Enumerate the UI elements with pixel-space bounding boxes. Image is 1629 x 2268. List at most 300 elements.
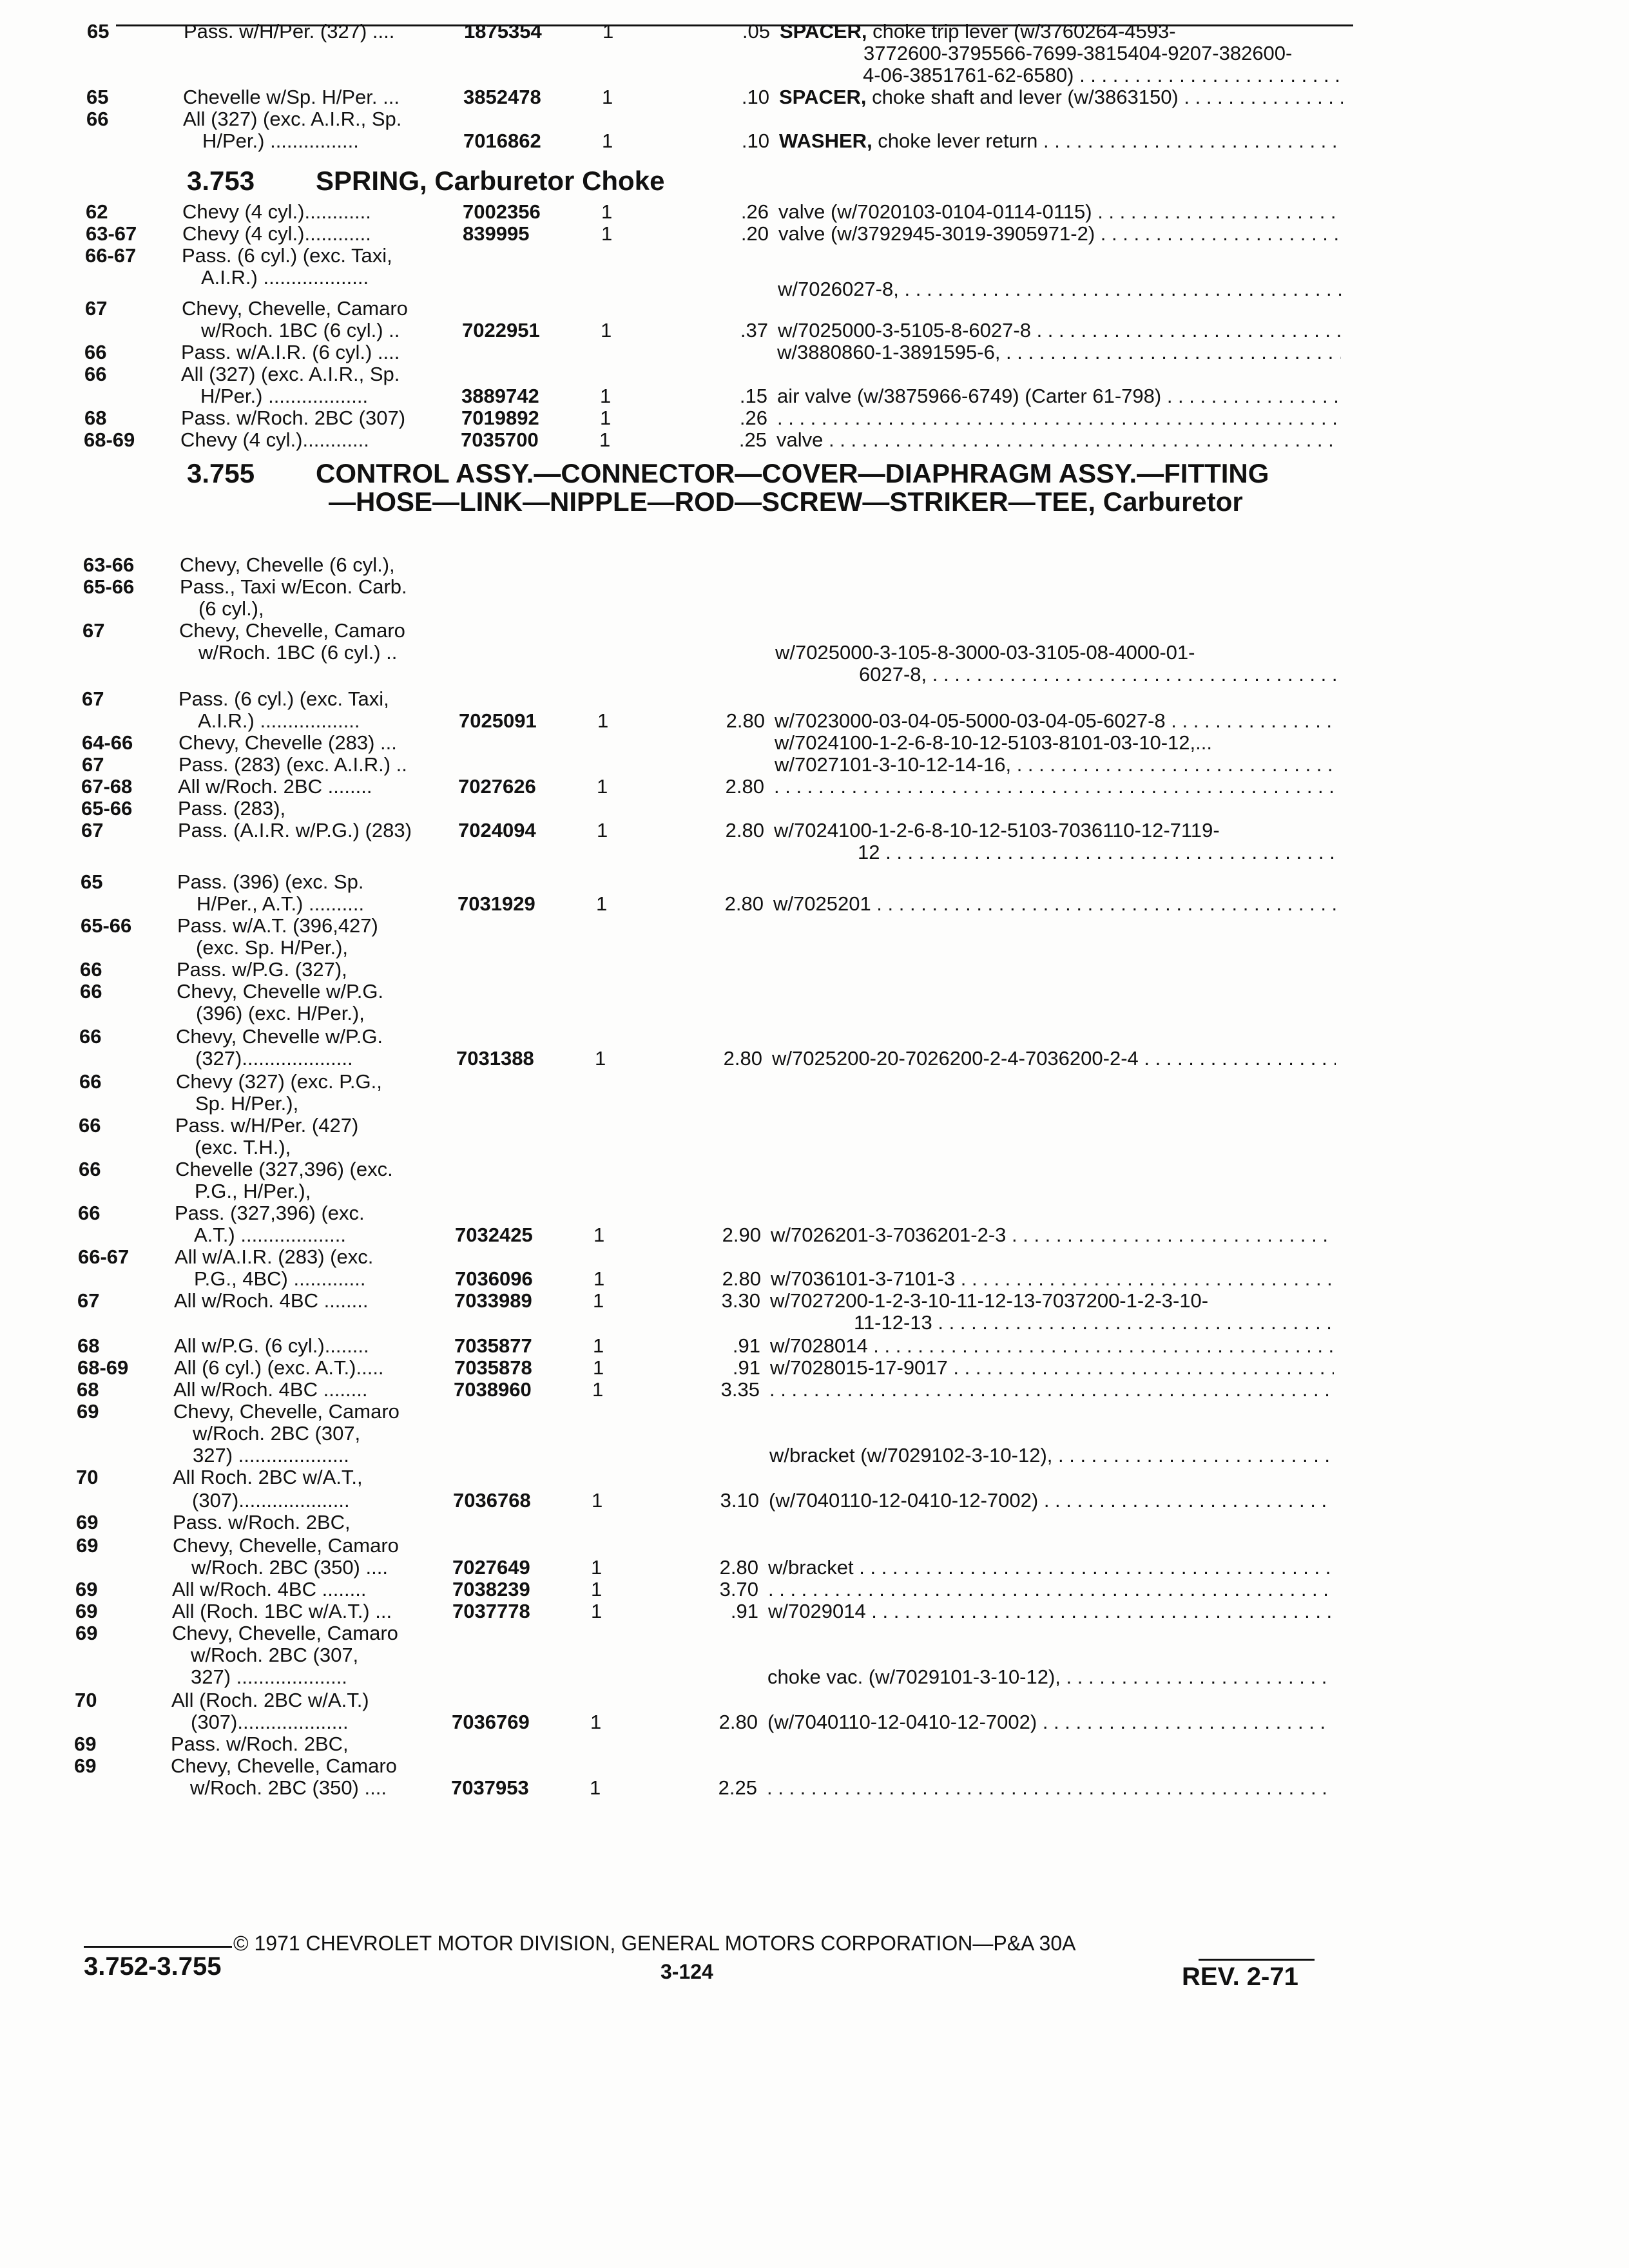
part-number: 7038960	[454, 1378, 532, 1401]
price: .26	[739, 407, 767, 429]
application: Chevy (4 cyl.)............	[182, 222, 371, 245]
model-year: 67	[82, 687, 104, 710]
table-row	[0, 129, 1629, 153]
part-number: 7036096	[455, 1267, 533, 1290]
application: All w/Roch. 4BC ........	[172, 1578, 367, 1600]
application: All w/A.I.R. (283) (exc.	[175, 1245, 374, 1268]
table-row	[0, 1488, 1629, 1513]
application: Chevy, Chevelle w/P.G.	[177, 980, 384, 1003]
application-cont: A.I.R.) ...................	[201, 266, 369, 289]
quantity: 1	[593, 1224, 605, 1246]
description	[769, 1488, 1333, 1513]
model-year: 64-66	[82, 731, 133, 754]
model-year: 69	[75, 1578, 98, 1600]
application-cont: A.T.) ...................	[194, 1224, 346, 1246]
description	[778, 222, 1342, 246]
application: Chevy, Chevelle w/P.G.	[176, 1025, 383, 1048]
part-number: 7025091	[459, 709, 537, 732]
table-row	[0, 1443, 1629, 1468]
description	[779, 85, 1343, 110]
price: 2.80	[725, 775, 764, 798]
table-row	[0, 1024, 1629, 1049]
quantity: 1	[591, 1556, 602, 1579]
model-year: 67	[85, 297, 108, 320]
table-row	[0, 796, 1629, 821]
model-year: 62	[86, 200, 108, 223]
table-row	[0, 1267, 1629, 1291]
application: Chevy, Chevelle, Camaro	[173, 1534, 399, 1557]
footer-revision: REV. 2-71	[1182, 1963, 1298, 1991]
description	[863, 63, 1343, 88]
application: All w/Roch. 4BC ........	[174, 1289, 369, 1312]
price: 2.25	[718, 1776, 757, 1799]
description-text: w/7036101-3-7101-3	[771, 1267, 956, 1290]
description	[770, 1289, 1334, 1313]
table-row	[0, 687, 1629, 711]
description-text: choke shaft and lever (w/3863150)	[866, 86, 1179, 108]
quantity: 1	[593, 1267, 605, 1290]
description-text: w/7026027-8,	[778, 278, 899, 300]
table-row	[0, 19, 1629, 44]
application-cont: (6 cyl.),	[198, 597, 264, 620]
table-row	[0, 41, 1629, 66]
application-cont: (307)....................	[191, 1711, 349, 1733]
model-year: 65	[81, 870, 103, 893]
footer-page-number: 3-124	[660, 1960, 713, 1983]
application: Pass. w/Roch. 2BC,	[171, 1733, 349, 1755]
model-year: 67	[81, 819, 104, 841]
table-row	[0, 1334, 1629, 1358]
part-number: 7002356	[463, 200, 541, 223]
part-number: 3889742	[461, 385, 539, 407]
table-row	[0, 1399, 1629, 1424]
model-year: 69	[74, 1733, 97, 1755]
table-row	[0, 1510, 1629, 1535]
application: Pass. w/Roch. 2BC,	[173, 1511, 351, 1533]
description	[767, 1710, 1331, 1735]
description	[863, 41, 1344, 66]
model-year: 65-66	[81, 914, 132, 937]
description-text: choke lever return	[872, 130, 1038, 152]
price: 2.80	[723, 1047, 762, 1070]
application: Chevy, Chevelle, Camaro	[173, 1400, 400, 1423]
model-year: 65-66	[81, 797, 133, 820]
table-row	[0, 85, 1629, 110]
table-row	[0, 1776, 1629, 1800]
model-year: 65-66	[83, 575, 135, 598]
price: .20	[740, 222, 769, 245]
application: Pass. w/H/Per. (427)	[175, 1114, 359, 1137]
price: .25	[738, 428, 767, 451]
table-row	[0, 1643, 1629, 1667]
application: Chevy (4 cyl.)............	[182, 200, 371, 223]
description	[779, 129, 1343, 153]
description-text: w/7025200-20-7026200-2-4-7036200-2-4	[772, 1047, 1139, 1070]
description-text: w/bracket	[768, 1556, 854, 1579]
table-row	[0, 1599, 1629, 1624]
application: Pass. w/H/Per. (327) ....	[184, 20, 395, 43]
description	[775, 753, 1338, 777]
application-cont: (327)....................	[195, 1047, 353, 1070]
description-text: w/7025000-3-105-8-3000-03-3105-08-4000-01-	[775, 641, 1195, 664]
application: Pass. (396) (exc. Sp.	[177, 870, 364, 893]
description	[770, 1334, 1334, 1358]
part-number: 7038239	[452, 1578, 530, 1600]
quantity: 1	[602, 20, 614, 43]
application: All (6 cyl.) (exc. A.T.).....	[174, 1356, 384, 1379]
application-cont: 327) ....................	[193, 1444, 349, 1466]
quantity: 1	[590, 1776, 601, 1799]
application-cont: 327) ....................	[191, 1666, 347, 1688]
model-year: 66-67	[85, 244, 137, 267]
part-number: 7035700	[461, 428, 539, 451]
price: .91	[730, 1600, 758, 1622]
application: Pass. (6 cyl.) (exc. Taxi,	[182, 244, 392, 267]
description	[768, 1555, 1332, 1580]
application: Chevelle w/Sp. H/Per. ...	[183, 86, 400, 108]
description	[771, 1267, 1335, 1291]
part-number: 7036768	[453, 1489, 531, 1512]
table-row	[0, 1421, 1629, 1446]
description	[774, 774, 1338, 799]
table-row	[0, 553, 1629, 577]
application-cont: A.I.R.) ..................	[198, 709, 360, 732]
description	[767, 1665, 1331, 1689]
part-number: 7035877	[454, 1334, 532, 1357]
application: All Roch. 2BC w/A.T.,	[173, 1466, 363, 1488]
description	[770, 1356, 1334, 1380]
table-row	[0, 200, 1629, 224]
model-year: 68-69	[84, 428, 135, 451]
table-row	[0, 1665, 1629, 1689]
table-row	[0, 362, 1629, 387]
application: Pass., Taxi w/Econ. Carb.	[180, 575, 407, 598]
quantity: 1	[602, 130, 613, 152]
part-number: 1875354	[464, 20, 542, 43]
model-year: 70	[76, 1466, 99, 1488]
quantity: 1	[591, 1600, 602, 1622]
table-row	[0, 1710, 1629, 1735]
part-number: 7022951	[462, 319, 540, 341]
part-number: 839995	[463, 222, 530, 245]
description	[771, 1223, 1335, 1247]
application: Pass. (327,396) (exc.	[175, 1202, 365, 1224]
model-year: 66	[78, 1202, 101, 1224]
table-row	[0, 406, 1629, 430]
table-row	[0, 296, 1629, 321]
price: 2.80	[722, 1267, 761, 1290]
table-row	[0, 640, 1629, 665]
application: All (327) (exc. A.I.R., Sp.	[181, 363, 400, 385]
model-year: 66	[84, 341, 107, 363]
description	[778, 200, 1342, 224]
model-year: 69	[75, 1600, 98, 1622]
model-year: 67	[77, 1289, 100, 1312]
application-cont: H/Per.) ..................	[200, 385, 369, 407]
part-number: 7019892	[461, 407, 539, 429]
description-text: choke vac. (w/7029101-3-10-12),	[767, 1666, 1061, 1688]
price: .91	[732, 1356, 760, 1379]
part-number: 7032425	[455, 1224, 533, 1246]
description	[773, 892, 1337, 916]
application-cont: H/Per.) ................	[202, 130, 359, 152]
application: Pass. (A.I.R. w/P.G.) (283)	[178, 819, 412, 841]
table-row	[0, 774, 1629, 799]
table-row	[0, 222, 1629, 246]
price: 2.80	[719, 1556, 758, 1579]
table-row	[0, 1577, 1629, 1602]
section-number: 3.755	[187, 458, 255, 488]
application-cont: (exc. T.H.),	[195, 1136, 291, 1158]
table-row	[0, 107, 1629, 131]
table-row	[0, 1070, 1629, 1094]
application-cont: P.G., H/Per.),	[195, 1180, 311, 1202]
footer-rule-left	[84, 1946, 232, 1948]
section-number: 3.753	[187, 166, 255, 196]
application: Pass. w/Roch. 2BC (307)	[181, 407, 406, 429]
description	[776, 428, 1340, 452]
part-number: 7027649	[452, 1556, 530, 1579]
footer-rule-right	[1199, 1959, 1315, 1961]
description-text: w/7025201	[773, 892, 871, 915]
table-row	[0, 753, 1629, 777]
part-number: 7033989	[454, 1289, 532, 1312]
table-row	[0, 384, 1629, 408]
price: 3.35	[720, 1378, 760, 1401]
table-row	[0, 662, 1629, 687]
table-row	[0, 244, 1629, 268]
application-cont: H/Per., A.T.) ..........	[197, 892, 365, 915]
table-row	[0, 818, 1629, 843]
model-year: 67	[82, 753, 104, 776]
description	[768, 1599, 1332, 1624]
description-text: w/7023000-03-04-05-5000-03-04-05-6027-8	[775, 709, 1166, 732]
part-number: 7035878	[454, 1356, 532, 1379]
price: 2.80	[726, 709, 765, 732]
application: Chevy, Chevelle, Camaro	[171, 1754, 397, 1777]
quantity: 1	[590, 1711, 602, 1733]
description-text: valve (w/3792945-3019-3905971-2)	[778, 222, 1095, 245]
quantity: 1	[600, 407, 612, 429]
table-row	[0, 892, 1629, 916]
application-cont: w/Roch. 2BC (307,	[193, 1422, 361, 1445]
description-text: choke trip lever (w/3760264-4593-	[867, 20, 1176, 43]
application-cont: w/Roch. 2BC (350) ....	[190, 1776, 387, 1799]
table-row	[0, 1754, 1629, 1778]
description-text: w/7027200-1-2-3-10-11-12-13-7037200-1-2-3-10-	[770, 1289, 1209, 1312]
price: 2.80	[718, 1711, 758, 1733]
table-row	[0, 709, 1629, 733]
description	[777, 406, 1341, 430]
price: .15	[739, 385, 767, 407]
table-row	[0, 1378, 1629, 1402]
table-row	[0, 63, 1629, 88]
application-cont: (396) (exc. H/Per.),	[196, 1002, 365, 1024]
description-text: valve	[776, 428, 824, 451]
application: Pass. w/P.G. (327),	[177, 958, 347, 981]
application: Pass. w/A.T. (396,427)	[177, 914, 378, 937]
part-number: 7024094	[458, 819, 536, 841]
model-year: 66	[80, 980, 102, 1003]
table-row	[0, 318, 1629, 343]
application-cont: w/Roch. 1BC (6 cyl.) ..	[198, 641, 398, 664]
description-text: w/7028014	[770, 1334, 868, 1357]
table-row	[0, 597, 1629, 621]
application: All w/P.G. (6 cyl.)........	[174, 1334, 369, 1357]
description-text: w/7028015-17-9017	[770, 1356, 948, 1379]
description-text: w/3880860-1-3891595-6,	[777, 341, 1001, 363]
description	[768, 1577, 1332, 1602]
table-row	[0, 979, 1629, 1004]
table-row	[0, 1621, 1629, 1646]
footer-section-range: 3.752-3.755	[84, 1952, 222, 1981]
part-number: 3852478	[463, 86, 541, 108]
model-year: 66	[79, 1070, 102, 1093]
quantity: 1	[592, 1378, 604, 1401]
price: 2.80	[724, 892, 764, 915]
application: Pass. (283) (exc. A.I.R.) ..	[178, 753, 407, 776]
table-row	[0, 1732, 1629, 1756]
application-cont: w/Roch. 2BC (350) ....	[191, 1556, 388, 1579]
description-text: air valve (w/3875966-6749) (Carter 61-798)	[777, 385, 1162, 407]
part-number: 7031929	[458, 892, 535, 915]
quantity: 1	[599, 428, 611, 451]
quantity: 1	[602, 86, 613, 108]
model-year: 68	[77, 1334, 100, 1357]
application: Chevy (327) (exc. P.G.,	[176, 1070, 382, 1093]
table-row	[0, 575, 1629, 599]
model-year: 63-66	[83, 553, 135, 576]
application: Pass. (6 cyl.) (exc. Taxi,	[178, 687, 389, 710]
quantity: 1	[601, 200, 613, 223]
table-row	[0, 1465, 1629, 1490]
application: Chevy, Chevelle (283) ...	[178, 731, 397, 754]
model-year: 69	[77, 1400, 99, 1423]
application: All (Roch. 2BC w/A.T.)	[171, 1689, 369, 1711]
description	[854, 1311, 1334, 1335]
quantity: 1	[600, 385, 612, 407]
application-cont: (307)....................	[192, 1489, 350, 1512]
part-number: 7031388	[456, 1047, 534, 1070]
table-row	[0, 1179, 1629, 1204]
description	[859, 662, 1339, 687]
table-row	[0, 1688, 1629, 1713]
part-name: WASHER,	[779, 130, 872, 152]
quantity: 1	[593, 1289, 604, 1312]
table-row	[0, 1356, 1629, 1380]
price: 2.90	[722, 1224, 761, 1246]
price: 3.10	[720, 1489, 759, 1512]
description-text: w/7024100-1-2-6-8-10-12-5103-7036110-12-7119-	[774, 819, 1220, 841]
application: All w/Roch. 2BC ........	[178, 775, 372, 798]
part-number: 7016862	[463, 130, 541, 152]
footer-copyright: © 1971 CHEVROLET MOTOR DIVISION, GENERAL MOTORS CORPORATION—P&A 30A	[233, 1932, 1076, 1955]
description-text: w/7025000-3-5105-8-6027-8	[778, 319, 1031, 341]
description-text: w/bracket (w/7029102-3-10-12),	[769, 1444, 1053, 1466]
price: .91	[732, 1334, 760, 1357]
quantity: 1	[593, 1356, 604, 1379]
table-row	[0, 1157, 1629, 1182]
price: .26	[740, 200, 769, 223]
model-year: 69	[76, 1534, 99, 1557]
model-year: 66	[84, 363, 107, 385]
description-text: valve (w/7020103-0104-0114-0115)	[778, 200, 1092, 223]
application-cont: P.G., 4BC) .............	[194, 1267, 366, 1290]
model-year: 63-67	[86, 222, 137, 245]
price: .10	[741, 130, 769, 152]
application: All w/Roch. 4BC ........	[173, 1378, 368, 1401]
application: Chevy, Chevelle, Camaro	[172, 1622, 398, 1644]
part-number: 7037953	[451, 1776, 529, 1799]
description-text: (w/7040110-12-0410-12-7002)	[769, 1489, 1039, 1512]
section-title: CONTROL ASSY.—CONNECTOR—COVER—DIAPHRAGM ASSY.—FITTING	[316, 458, 1269, 488]
model-year: 66	[79, 1158, 101, 1180]
description-text: (w/7040110-12-0410-12-7002)	[767, 1711, 1037, 1733]
quantity: 1	[595, 1047, 606, 1070]
quantity: 1	[597, 775, 608, 798]
quantity: 1	[597, 709, 609, 732]
application-cont: Sp. H/Per.),	[195, 1092, 299, 1115]
model-year: 68-69	[77, 1356, 129, 1379]
table-row	[0, 870, 1629, 894]
section-title: —HOSE—LINK—NIPPLE—ROD—SCREW—STRIKER—TEE, Carburetor	[329, 486, 1243, 517]
table-row	[0, 914, 1629, 938]
quantity: 1	[601, 319, 612, 341]
application: Chevy, Chevelle (6 cyl.),	[180, 553, 395, 576]
description	[769, 1378, 1333, 1402]
table-row	[0, 619, 1629, 643]
table-row	[0, 1091, 1629, 1116]
description	[767, 1776, 1331, 1800]
model-year: 66	[86, 108, 109, 130]
description	[777, 340, 1341, 365]
quantity: 1	[593, 1334, 604, 1357]
quantity: 1	[596, 892, 608, 915]
application: Pass. (283),	[178, 797, 286, 820]
table-row	[0, 840, 1629, 865]
quantity: 1	[601, 222, 613, 245]
price: 3.30	[721, 1289, 760, 1312]
table-row	[0, 1113, 1629, 1138]
price: .10	[741, 86, 769, 108]
description	[777, 384, 1341, 408]
price: .37	[740, 319, 768, 341]
part-number: 7036769	[452, 1711, 530, 1733]
table-row	[0, 1311, 1629, 1335]
application: Chevy, Chevelle, Camaro	[179, 619, 405, 642]
description	[775, 709, 1338, 733]
description	[780, 19, 1344, 44]
model-year: 65	[87, 20, 110, 43]
description	[769, 1443, 1333, 1468]
table-row	[0, 1245, 1629, 1269]
model-year: 67	[82, 619, 105, 642]
description	[775, 731, 1338, 755]
description-text: 4-06-3851761-62-6580)	[863, 64, 1074, 86]
application: Chevy, Chevelle, Camaro	[182, 297, 408, 320]
price: 3.70	[719, 1578, 758, 1600]
part-name: SPACER,	[780, 20, 867, 43]
model-year: 66-67	[78, 1245, 130, 1268]
application-cont: w/Roch. 2BC (307,	[191, 1644, 359, 1666]
description-text: 11-12-13	[854, 1311, 932, 1334]
model-year: 68	[77, 1378, 99, 1401]
table-row	[0, 936, 1629, 960]
quantity: 1	[597, 819, 608, 841]
table-row	[0, 428, 1629, 452]
model-year: 69	[76, 1511, 99, 1533]
description-text: w/7026201-3-7036201-2-3	[771, 1224, 1007, 1246]
